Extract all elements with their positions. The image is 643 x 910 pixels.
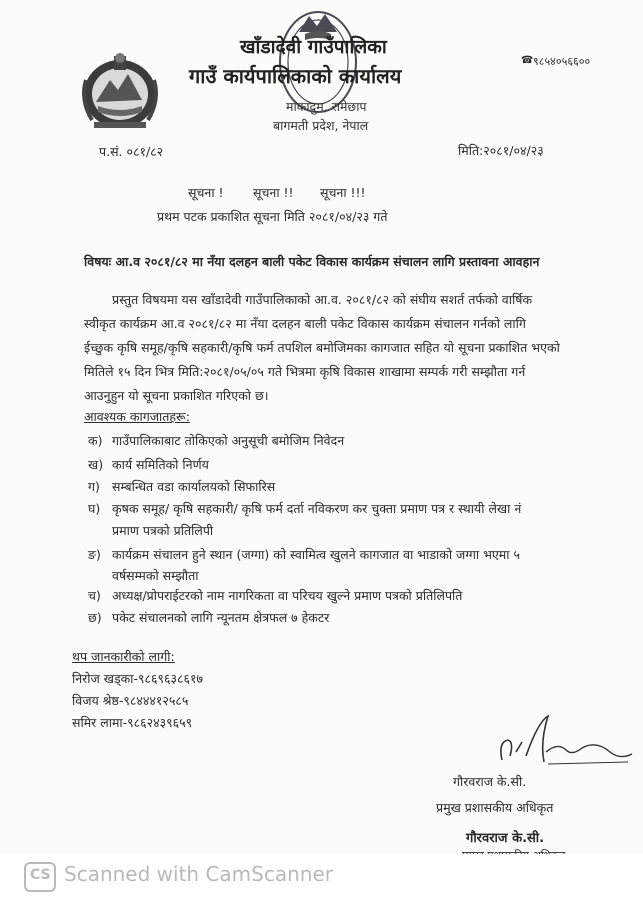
body-line: मितिले १५ दिन भित्र मिति:२०८१/०५/०५ गते भित्रमा कृषि विकास शाखामा सम्पर्क गरी सम्झौता गर्न [84,364,526,379]
doc-text: सम्बन्धित वडा कार्यालयको सिफारिस [112,479,276,494]
doc-text: अध्यक्ष/प्रोपराईटरको नाम नागरिकता वा परिचय खुल्ने प्रमाण पत्रको प्रतिलिपति [112,588,463,603]
stamp-name: गौरवराज के.सी. [466,831,545,846]
doc-label: च) [88,588,101,603]
handwritten-signature [488,712,638,778]
doc-text: वर्षसम्मको सम्झौता [112,568,199,583]
camscanner-logo [24,862,56,892]
camscanner-logo-text: CS [30,867,51,883]
documents-heading: आवश्यक कागजातहरू: [84,409,190,424]
phone-number: ९८५४०५६६०० [533,55,591,68]
doc-text: कार्यक्रम संचालन हुने स्थान (जग्गा) को स्वामित्व खुलने कागजात वा भाडाको जग्गा भएमा ५ [112,547,520,562]
body-paragraph [84,288,560,408]
doc-text: गाउँपालिकाबाट तोकिएको अनुसूची बमोजिम निवेदन [112,433,345,448]
contact-heading: थप जानकारीको लागी: [72,649,175,664]
body-line: प्रस्तुत विषयमा यस खाँडादेवी गाउँपालिकाको आ.व. २०८१/८२ को संघीय सशर्त तर्फको वार्षिक [112,292,533,307]
doc-label: ङ) [88,547,101,562]
phone-icon: ☎ [521,55,534,66]
doc-label: ग) [88,479,100,494]
doc-text: कार्य समितिको निर्णय [112,457,209,472]
signatory-title: प्रमुख प्रशासकीय अधिकृत [436,800,554,815]
doc-text: पकेट संचालनको लागि न्यूनतम क्षेत्रफल ७ हेकटर [112,610,330,625]
office-name: गाउँ कार्यपालिकाको कार्यालय [189,64,402,88]
contact-item: समिर लामा-९८६२४३९६५९ [72,715,193,730]
office-location: माकादुम, रामेछाप [286,99,367,114]
doc-text: कृषक समूह/ कृषि सहकारी/ कृषि फर्म दर्ता नविकरण कर चुक्ता प्रमाण पत्र र स्थायी लेखा नं [112,501,522,516]
doc-label: छ) [88,610,102,625]
doc-label: ख) [88,457,104,472]
contact-item: विजय श्रेष्ठ-९८४४४१२५८५ [72,693,189,708]
camscanner-text: Scanned with CamScanner [64,862,333,886]
doc-label: क) [88,433,103,448]
reference-number: प.सं. ०८१/८२ [99,144,164,159]
contact-item: निरोज खड्का-९८६९६३८६१७ [72,671,204,686]
notice-word-1: सूचना ! [188,185,224,200]
notice-word-2: सूचना !! [253,185,294,200]
doc-text: प्रमाण पत्रको प्रतिलिपी [112,523,214,538]
published-line: प्रथम पटक प्रकाशित सूचना मिति २०८१/०४/२३ गते [157,209,388,224]
province: बागमती प्रदेश, नेपाल [273,118,369,133]
signatory-name: गौरवराज के.सी. [453,774,527,789]
municipality-name: खाँडादेवी गाउँपालिका [240,36,387,58]
camscanner-watermark [0,854,643,910]
body-line: आउनुहुन यो सूचना प्रकाशित गरिएको छ। [84,388,269,403]
notice-word-3: सूचना !!! [320,185,366,200]
body-line: स्वीकृत कार्यक्रम आ.व २०८१/८२ मा नँया दलहन बाली पकेट विकास कार्यक्रम संचालन गर्नको लागि [84,316,526,331]
subject-line: विषयः आ.व २०८१/८२ मा नँया दलहन बाली पकेट विकास कार्यक्रम संचालन लागि प्रस्तावना आवहान [84,254,540,269]
doc-label: घ) [88,501,101,516]
nepal-government-emblem [76,50,164,134]
letter-date: मिति:२०८१/०४/२३ [458,143,544,158]
body-line: ईच्छुक कृषि समूह/कृषि सहकारी/कृषि फर्म तपशिल बमोजिमका कागजात सहित यो सूचना प्रकाशित भएको [84,340,560,355]
